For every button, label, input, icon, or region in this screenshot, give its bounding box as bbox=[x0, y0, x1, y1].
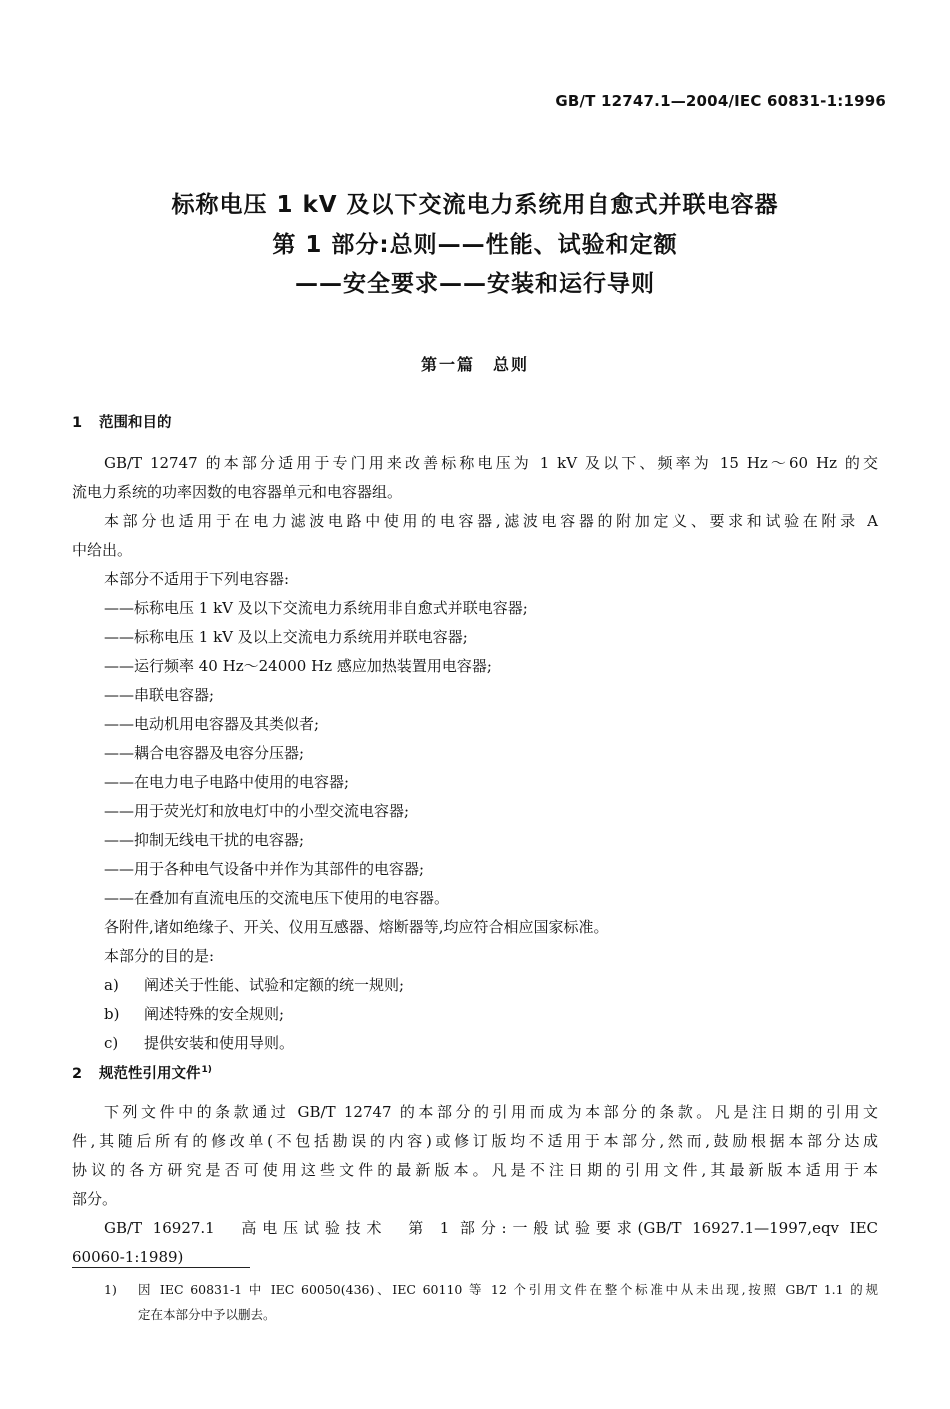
footnote-marker: 1) bbox=[201, 1065, 212, 1075]
paragraph-line: 下列文件中的条款通过 GB/T 12747 的本部分的引用而成为本部分的条款。凡是注日期的引用文 bbox=[104, 1103, 878, 1121]
purpose-item bbox=[104, 1000, 284, 1029]
list-text: 提供安装和使用导则。 bbox=[144, 1034, 295, 1052]
part-title: 第一篇 总则 bbox=[420, 355, 529, 374]
list-letter: c) bbox=[104, 1034, 119, 1052]
section-number: 2 bbox=[72, 1066, 83, 1082]
document-title-line-1: 标称电压 1 kV 及以下交流电力系统用自愈式并联电容器 bbox=[171, 192, 779, 218]
section-2-heading bbox=[72, 1062, 212, 1083]
exclusion-item: ——串联电容器; bbox=[104, 686, 215, 704]
paragraph-line: 本部分也适用于在电力滤波电路中使用的电容器,滤波电容器的附加定义、要求和试验在附录 A bbox=[104, 512, 878, 530]
footnote-mark: 1) bbox=[104, 1282, 117, 1297]
section-number: 1 bbox=[72, 415, 83, 431]
section-1-heading bbox=[72, 411, 172, 432]
paragraph-line: 本部分不适用于下列电容器: bbox=[104, 570, 290, 588]
exclusion-item: ——耦合电容器及电容分压器; bbox=[104, 744, 305, 762]
exclusion-item: ——标称电压 1 kV 及以下交流电力系统用非自愈式并联电容器; bbox=[104, 599, 528, 617]
section-title: 范围和目的 bbox=[99, 415, 172, 431]
exclusion-item: ——电动机用电容器及其类似者; bbox=[104, 715, 320, 733]
list-text: 阐述关于性能、试验和定额的统一规则; bbox=[144, 976, 405, 994]
list-letter: a) bbox=[104, 976, 119, 994]
paragraph-line: 部分。 bbox=[72, 1190, 118, 1208]
exclusion-item: ——用于各种电气设备中并作为其部件的电容器; bbox=[104, 860, 425, 878]
footnote-text-continuation: 定在本部分中予以删去。 bbox=[138, 1307, 276, 1322]
purpose-item bbox=[104, 971, 404, 1000]
paragraph-line: 中给出。 bbox=[72, 541, 133, 559]
paragraph-line: 本部分的目的是: bbox=[104, 947, 215, 965]
exclusion-item: ——用于荧光灯和放电灯中的小型交流电容器; bbox=[104, 802, 410, 820]
exclusion-item: ——标称电压 1 kV 及以上交流电力系统用并联电容器; bbox=[104, 628, 468, 646]
paragraph-line: GB/T 12747 的本部分适用于专门用来改善标称电压为 1 kV 及以下、频率为 15 Hz～60 Hz 的交 bbox=[104, 454, 878, 472]
exclusion-item: ——在电力电子电路中使用的电容器; bbox=[104, 773, 350, 791]
section-title: 规范性引用文件 bbox=[99, 1066, 201, 1082]
paragraph-line: 各附件,诸如绝缘子、开关、仪用互感器、熔断器等,均应符合相应国家标准。 bbox=[104, 918, 609, 936]
paragraph-line: 件,其随后所有的修改单(不包括勘误的内容)或修订版均不适用于本部分,然而,鼓励根据本部分达成 bbox=[72, 1132, 878, 1150]
reference-entry-continuation: 60060-1:1989) bbox=[72, 1248, 184, 1266]
exclusion-item: ——运行频率 40 Hz～24000 Hz 感应加热装置用电容器; bbox=[104, 657, 492, 675]
document-title-line-3: ——安全要求——安装和运行导则 bbox=[295, 271, 655, 297]
footnote-text: 因 IEC 60831-1 中 IEC 60050(436)、IEC 60110 等 12 个引用文件在整个标准中从未出现,按照 GB/T 1.1 的规 bbox=[138, 1282, 878, 1297]
standard-code: GB/T 12747.1—2004/IEC 60831-1:1996 bbox=[555, 92, 886, 110]
reference-entry: GB/T 16927.1 高电压试验技术 第 1 部分:一般试验要求(GB/T 16927.1—1997,eqv IEC bbox=[104, 1219, 878, 1237]
list-text: 阐述特殊的安全规则; bbox=[144, 1005, 285, 1023]
list-letter: b) bbox=[104, 1005, 120, 1023]
paragraph-line: 流电力系统的功率因数的电容器单元和电容器组。 bbox=[72, 483, 403, 501]
paragraph-line: 协议的各方研究是否可使用这些文件的最新版本。凡是不注日期的引用文件,其最新版本适用于本 bbox=[72, 1161, 878, 1179]
purpose-item bbox=[104, 1029, 294, 1058]
footnote-divider bbox=[72, 1267, 250, 1268]
exclusion-item: ——在叠加有直流电压的交流电压下使用的电容器。 bbox=[104, 889, 450, 907]
exclusion-item: ——抑制无线电干扰的电容器; bbox=[104, 831, 305, 849]
document-title-line-2: 第 1 部分:总则——性能、试验和定额 bbox=[272, 232, 678, 258]
